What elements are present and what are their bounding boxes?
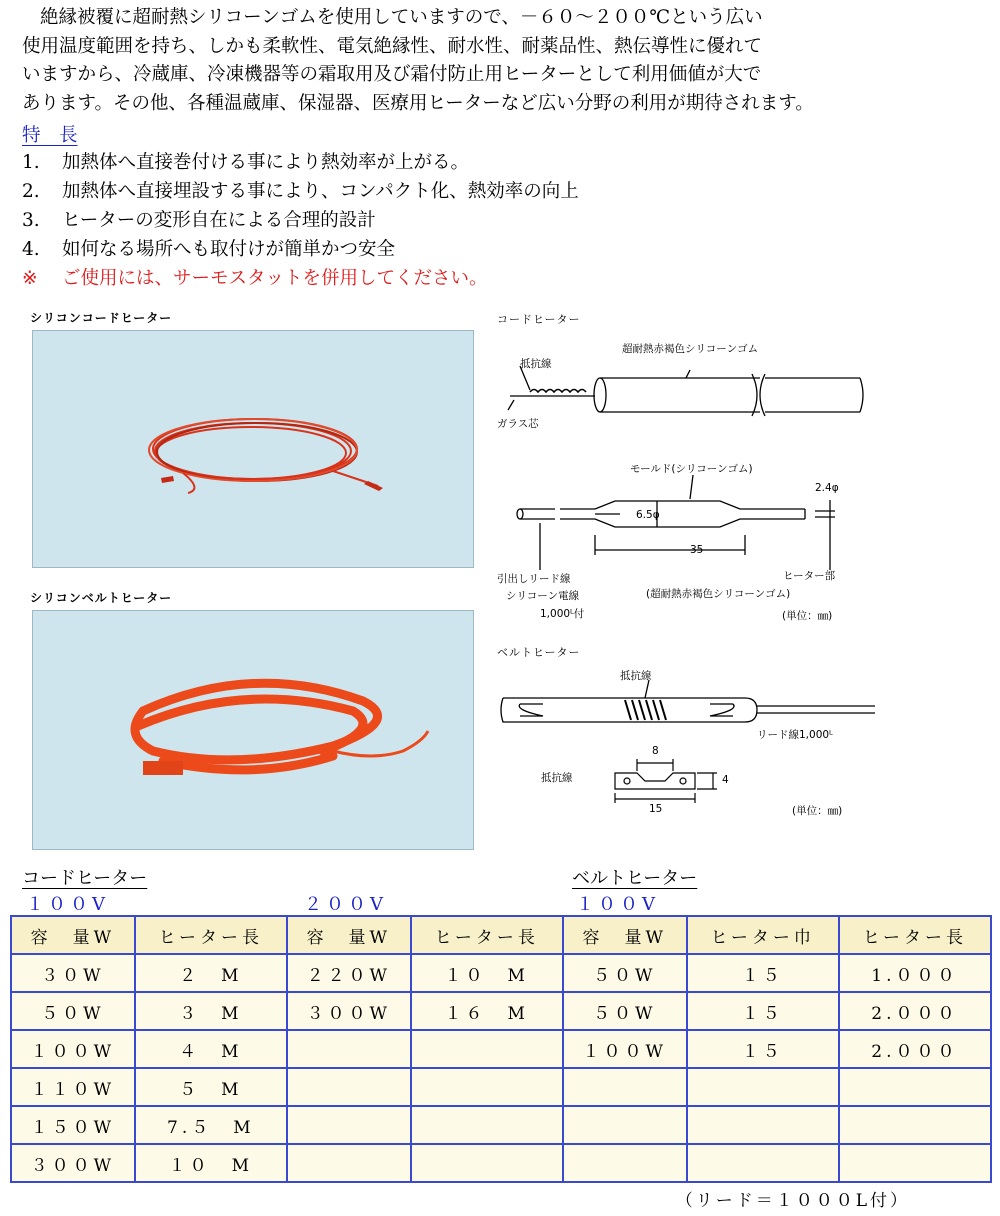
table-cell: １５ [687, 954, 839, 992]
belt-photo-label: シリコンベルトヒーター [30, 591, 173, 605]
features-heading: 特 長 [22, 125, 78, 146]
cord-section-heading: コードヒーター [22, 868, 148, 889]
warning-item [22, 264, 579, 293]
resist-wire-label: 抵抗線 [520, 358, 552, 370]
feature-item [22, 235, 579, 264]
table-cell: 2.０００ [839, 992, 991, 1030]
table-cell [411, 1144, 563, 1182]
table-cell: ２２０W [287, 954, 411, 992]
table-row [11, 1068, 991, 1106]
table-cell [287, 1106, 411, 1144]
table-cell: １５０W [11, 1106, 135, 1144]
warning-mark: ※ [22, 268, 38, 289]
header-length: ヒーター長 [135, 916, 287, 954]
table-cell: １０ M [135, 1144, 287, 1182]
table-cell: １０ M [411, 954, 563, 992]
intro-paragraph [22, 4, 982, 118]
table-cell: ５ M [135, 1068, 287, 1106]
table-cell: ５０W [563, 992, 687, 1030]
heater-part-sub: (超耐熱赤褐色シリコーンゴム) [646, 588, 791, 600]
length-35: 35 [690, 544, 704, 556]
lead-wire-label-3: 1,000ᴸ付 [540, 608, 585, 620]
header-length: ヒーター長 [839, 916, 991, 954]
intro-line: いますから、冷蔵庫、冷凍機器等の霜取用及び霜付防止用ヒーターとして利用価値が大で [22, 64, 762, 85]
rubber-label: 超耐熱赤褐色シリコーンゴム [622, 343, 759, 355]
feature-text: ヒーターの変形自在による合理的設計 [62, 210, 376, 231]
table-cell: ３００W [287, 992, 411, 1030]
table-header-row [11, 916, 991, 954]
cord-heater-photo [32, 330, 474, 568]
table-cell [563, 1068, 687, 1106]
diameter-6-5: 6.5φ [636, 509, 660, 521]
table-cell: １００W [563, 1030, 687, 1068]
table-cell [287, 1144, 411, 1182]
table-cell: 2.０００ [839, 1030, 991, 1068]
diameter-2-4: 2.4φ [815, 482, 839, 494]
table-cell: ２ M [135, 954, 287, 992]
header-length: ヒーター長 [411, 916, 563, 954]
table-cell [839, 1106, 991, 1144]
header-width: ヒーター巾 [687, 916, 839, 954]
dimension-4: 4 [722, 774, 729, 786]
table-cell: ３０W [11, 954, 135, 992]
table-cell: ５０W [563, 954, 687, 992]
table-cell [687, 1068, 839, 1106]
table-row [11, 1106, 991, 1144]
feature-number: 3. [22, 210, 40, 231]
table-cell [687, 1106, 839, 1144]
cord-photo-label: シリコンコードヒーター [30, 311, 173, 325]
feature-number: 4. [22, 239, 40, 260]
table-cell [411, 1106, 563, 1144]
table-cell: １５ [687, 992, 839, 1030]
table-cell [563, 1106, 687, 1144]
table-cell [563, 1144, 687, 1182]
belt-section-diagram [585, 755, 725, 815]
table-cell [287, 1068, 411, 1106]
warning-text: ご使用には、サーモスタットを併用してください。 [62, 268, 488, 289]
cord-voltage-100: １００V [26, 894, 109, 915]
table-cell: ５０W [11, 992, 135, 1030]
lead-wire-label-2: シリコーン電線 [506, 590, 580, 602]
cord-heater-illustration [33, 331, 473, 567]
feature-text: 加熱体へ直接埋設する事により、コンパクト化、熱効率の向上 [62, 181, 579, 202]
feature-item [22, 206, 579, 235]
features-list [22, 148, 579, 293]
table-cell: 7.５ M [135, 1106, 287, 1144]
feature-item [22, 177, 579, 206]
intro-line: 絶縁被覆に超耐熱シリコーンゴムを使用していますので、－６０～２００℃という広い [40, 7, 763, 28]
belt-resist-label-2: 抵抗線 [541, 772, 573, 784]
feature-number: 2. [22, 181, 40, 202]
table-cell: ４ M [135, 1030, 287, 1068]
table-cell: 1.０００ [839, 954, 991, 992]
cord-voltage-200: ２００V [304, 894, 387, 915]
belt-section-heading: ベルトヒーター [572, 868, 698, 889]
table-row [11, 954, 991, 992]
table-cell [839, 1144, 991, 1182]
table-cell [411, 1030, 563, 1068]
table-cell: １５ [687, 1030, 839, 1068]
unit-label-2: (単位：㎜) [792, 805, 843, 817]
lead-wire-label-1: 引出しリード線 [497, 573, 571, 585]
header-capacity: 容 量W [11, 916, 135, 954]
intro-line: あります。その他、各種温蔵庫、保湿器、医療用ヒーターなど広い分野の利用が期待されます。 [22, 92, 814, 114]
feature-item [22, 148, 579, 177]
intro-line: 使用温度範囲を持ち、しかも柔軟性、電気絶縁性、耐水性、耐薬品性、熱伝導性に優れて [22, 35, 763, 57]
heater-part-label: ヒーター部 [783, 570, 836, 582]
table-row [11, 1030, 991, 1068]
cord-diagram-title: コードヒーター [497, 313, 581, 326]
spec-table [10, 915, 992, 1183]
belt-diagram-title: ベルトヒーター [497, 646, 581, 659]
table-cell: ３ M [135, 992, 287, 1030]
cord-heater-diagram [490, 360, 890, 420]
lead-wire-1000: リード線1,000ᴸ [757, 729, 833, 741]
mold-diagram [505, 475, 865, 575]
table-row [11, 1144, 991, 1182]
dimension-8: 8 [652, 745, 659, 757]
feature-number: 1. [22, 152, 40, 173]
glass-core-label: ガラス芯 [497, 418, 539, 430]
table-cell [839, 1068, 991, 1106]
belt-heater-illustration [33, 611, 473, 849]
mold-label: モールド(シリコーンゴム) [630, 463, 753, 475]
header-capacity: 容 量W [287, 916, 411, 954]
header-capacity: 容 量W [563, 916, 687, 954]
footnote: （リード＝１０００L付） [675, 1191, 910, 1211]
table-row [11, 992, 991, 1030]
table-cell [411, 1068, 563, 1106]
belt-heater-diagram [495, 680, 895, 740]
feature-text: 加熱体へ直接巻付ける事により熱効率が上がる。 [62, 152, 470, 173]
table-cell: ３００W [11, 1144, 135, 1182]
table-cell [287, 1030, 411, 1068]
table-cell: １６ M [411, 992, 563, 1030]
table-cell: １００W [11, 1030, 135, 1068]
belt-resist-label: 抵抗線 [620, 670, 652, 682]
unit-label-1: (単位：㎜) [782, 610, 833, 622]
dimension-15: 15 [649, 803, 663, 815]
table-cell: １１０W [11, 1068, 135, 1106]
feature-text: 如何なる場所へも取付けが簡単かつ安全 [62, 239, 396, 260]
belt-voltage-100: １００V [576, 894, 659, 915]
belt-heater-photo [32, 610, 474, 850]
table-cell [687, 1144, 839, 1182]
